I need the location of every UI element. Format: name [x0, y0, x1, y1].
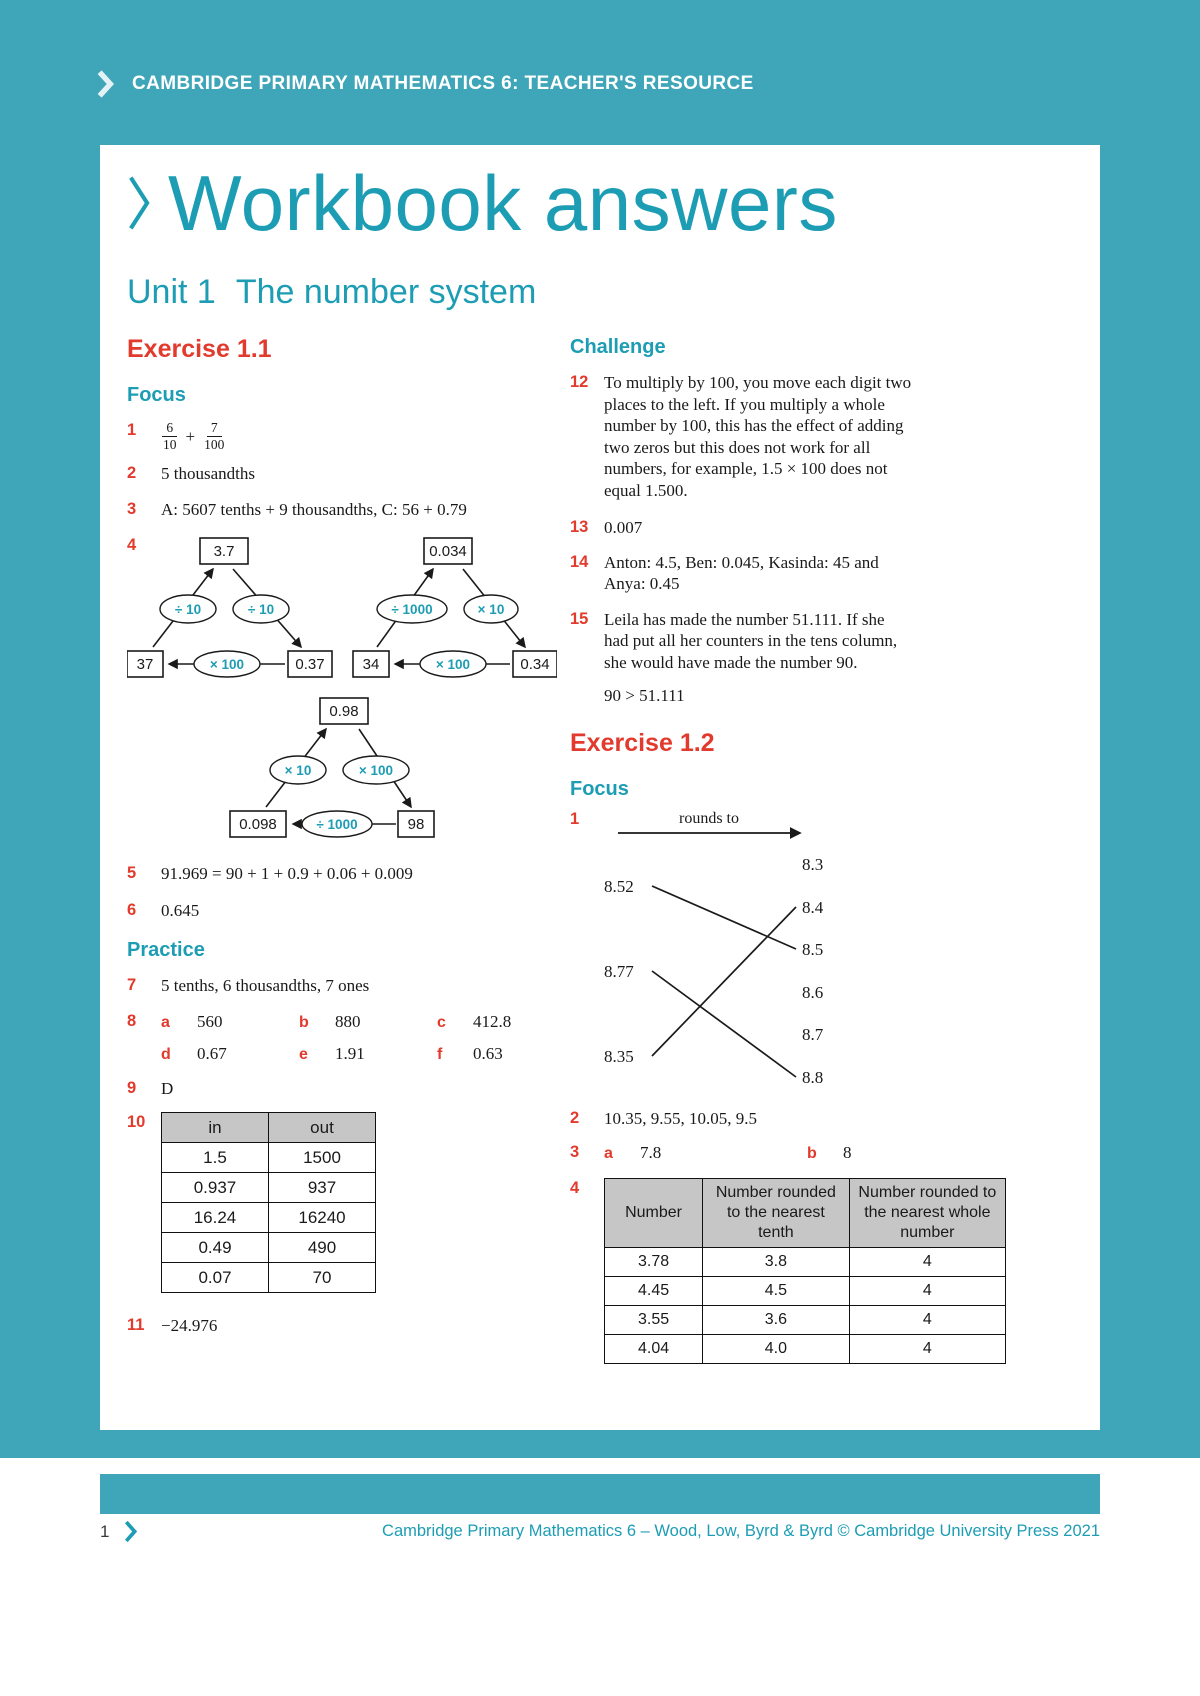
table-cell: 1500: [269, 1143, 376, 1173]
match-line: [652, 886, 796, 949]
box-value: 3.7: [213, 543, 235, 561]
plus-operator: +: [185, 426, 196, 446]
operation-label: × 10: [284, 763, 312, 779]
place-value-machine-diagram: [127, 533, 557, 849]
question-number: 7: [127, 976, 137, 995]
answer-item-15: [570, 609, 1006, 707]
lettered-answer: [807, 1142, 852, 1165]
table-cell: 1.5: [162, 1143, 269, 1173]
answer-content: 0.645: [161, 900, 200, 920]
answer-item-7: [127, 975, 563, 997]
operation-label: ÷ 10: [174, 602, 202, 618]
table-row: [162, 1233, 376, 1263]
right-value: 8.4: [802, 897, 824, 917]
chevron-right-icon: [96, 70, 114, 98]
table-row: [605, 1277, 1006, 1306]
lettered-answer: [437, 1043, 563, 1066]
table-cell: 4: [849, 1335, 1005, 1364]
table-cell: 4: [849, 1277, 1005, 1306]
operation-label: × 100: [209, 657, 245, 673]
answer-content: A: 5607 tenths + 9 thousandths, C: 56 + 0.79: [161, 499, 467, 519]
page-footer: [100, 1520, 1100, 1543]
table-row: [162, 1203, 376, 1233]
answer-item-11: [127, 1315, 563, 1337]
question-number: 6: [127, 900, 137, 919]
answer-item-12: [570, 372, 1006, 501]
box-value: 0.034: [429, 543, 467, 561]
table-cell: 3.78: [605, 1248, 703, 1277]
footer-chevron-icon: [123, 1520, 138, 1543]
part-letter: c: [437, 1013, 446, 1031]
answer-content: 0.007: [604, 518, 643, 537]
answer-content: [604, 809, 1006, 1097]
table-header-cell: out: [269, 1113, 376, 1143]
part-letter: d: [161, 1046, 171, 1064]
table-cell: 3.6: [703, 1306, 850, 1335]
unit-label: Unit 1: [127, 273, 216, 311]
focus-heading: Focus: [127, 384, 186, 406]
left-value: 8.77: [604, 961, 634, 981]
question-number: 10: [127, 1113, 146, 1132]
answer-content: [161, 1112, 563, 1293]
question-number: 3: [570, 1142, 580, 1161]
part-value: 0.63: [473, 1044, 503, 1064]
table-header-row: [162, 1113, 376, 1143]
operation-label: × 10: [477, 602, 505, 618]
fraction: [202, 420, 226, 453]
denominator: 10: [163, 437, 177, 453]
answer-content: [161, 420, 563, 453]
table-cell: 4.0: [703, 1335, 850, 1364]
challenge-heading: Challenge: [570, 336, 666, 358]
operation-label: × 100: [435, 657, 471, 673]
answer-item-13: [570, 517, 1006, 539]
resource-title: CAMBRIDGE PRIMARY MATHEMATICS 6: TEACHER'S RESOURCE: [132, 73, 754, 94]
part-letter: b: [299, 1013, 309, 1031]
exercise-1-1-heading: Exercise 1.1: [127, 335, 272, 363]
part-letter: a: [161, 1013, 170, 1031]
answer-content: 5 tenths, 6 thousandths, 7 ones: [161, 976, 370, 996]
operation-label: × 100: [358, 763, 394, 779]
part-value: 560: [197, 1011, 223, 1031]
unit-name: The number system: [235, 273, 537, 311]
operation-label: ÷ 1000: [316, 817, 358, 833]
table-cell: 937: [269, 1173, 376, 1203]
answer-content: 91.969 = 90 + 1 + 0.9 + 0.06 + 0.009: [161, 864, 413, 884]
table-row: [162, 1263, 376, 1293]
table-row: [162, 1143, 376, 1173]
part-value: 7.8: [640, 1142, 662, 1162]
answer-item-ex2-3: [570, 1142, 1006, 1165]
answer-inequality: 90 > 51.111: [604, 686, 685, 705]
table-row: [605, 1306, 1006, 1335]
rounding-match-diagram: [604, 809, 866, 1091]
right-column: [570, 335, 1006, 1378]
operation-label: ÷ 10: [247, 602, 275, 618]
title-chevron-icon: [126, 174, 152, 232]
box-value: 98: [407, 816, 425, 834]
answer-item-5: [127, 863, 563, 885]
right-value: 8.5: [802, 939, 824, 959]
table-cell: 0.49: [162, 1233, 269, 1263]
table-cell: 4: [849, 1248, 1005, 1277]
unit-title: [127, 273, 536, 312]
left-value: 8.35: [604, 1046, 634, 1066]
answer-item-1: [127, 420, 563, 453]
part-letter: f: [437, 1046, 443, 1064]
question-number: 3: [127, 499, 137, 518]
box-value: 34: [362, 656, 380, 674]
lettered-answer: [437, 1011, 563, 1034]
question-number: 8: [127, 1011, 137, 1030]
fraction: [161, 420, 179, 453]
answer-item-ex2-1: [570, 809, 1006, 1097]
lettered-answer: [299, 1043, 437, 1066]
practice-heading: Practice: [127, 939, 205, 962]
part-value: 8: [843, 1142, 852, 1162]
lettered-answer: [299, 1011, 437, 1034]
focus-heading-2: Focus: [570, 777, 629, 800]
box-value: 0.98: [329, 703, 359, 721]
in-out-table: [161, 1112, 376, 1293]
answer-item-2: [127, 463, 563, 485]
table-cell: 3.55: [605, 1306, 703, 1335]
question-number: 13: [570, 518, 589, 536]
left-column: [127, 335, 563, 1351]
part-value: 0.67: [197, 1044, 227, 1064]
question-number: 4: [127, 536, 137, 555]
page-number: 1: [100, 1521, 110, 1541]
lettered-answer: [161, 1011, 299, 1034]
question-number: 9: [127, 1078, 137, 1097]
numerator: 6: [162, 420, 177, 437]
part-value: 880: [335, 1011, 361, 1031]
question-number: 4: [570, 1179, 580, 1197]
table-row: [162, 1173, 376, 1203]
table-header-cell: Number rounded to the nearest tenth: [703, 1179, 850, 1248]
lettered-answer: [161, 1043, 299, 1066]
answer-content: 10.35, 9.55, 10.05, 9.5: [604, 1109, 757, 1128]
table-cell: 70: [269, 1263, 376, 1293]
answer-item-3: [127, 499, 563, 521]
answer-item-4: [127, 533, 563, 849]
question-number: 2: [570, 1109, 580, 1127]
answer-content: 5 thousandths: [161, 464, 255, 484]
numerator: 7: [207, 420, 222, 437]
answer-content: [604, 1142, 1006, 1165]
answer-item-ex2-2: [570, 1108, 1006, 1130]
right-value: 8.8: [802, 1067, 824, 1087]
part-letter: a: [604, 1144, 613, 1162]
question-number: 15: [570, 609, 589, 628]
top-header: [96, 70, 754, 98]
question-number: 12: [570, 373, 589, 391]
part-letter: b: [807, 1144, 817, 1162]
table-cell: 0.937: [162, 1173, 269, 1203]
question-number: 2: [127, 464, 137, 483]
answer-content: [161, 1011, 563, 1066]
table-row: [605, 1248, 1006, 1277]
table-cell: 0.07: [162, 1263, 269, 1293]
right-value: 8.7: [802, 1024, 824, 1044]
question-number: 11: [127, 1316, 145, 1335]
answer-item-10: [127, 1112, 563, 1293]
box-value: 37: [136, 656, 154, 674]
part-value: 1.91: [335, 1044, 365, 1064]
table-header-cell: Number rounded to the nearest whole number: [849, 1179, 1005, 1248]
answer-content: [604, 1178, 1006, 1364]
answer-item-8: [127, 1011, 563, 1066]
answer-paragraph: Leila has made the number 51.111. If she had put all her counters in the tens column, she would have made the number 90.: [604, 609, 898, 672]
table-cell: 4: [849, 1306, 1005, 1335]
answer-content: [604, 609, 912, 707]
answer-content: Anton: 4.5, Ben: 0.045, Kasinda: 45 and Anya: 0.45: [604, 552, 879, 593]
page-title: [126, 159, 838, 247]
copyright-text: Cambridge Primary Mathematics 6 – Wood, Low, Byrd & Byrd © Cambridge University Press 2021: [382, 1522, 1100, 1540]
denominator: 100: [204, 437, 225, 453]
rounding-table: [604, 1178, 1006, 1364]
answer-item-14: [570, 552, 1006, 595]
lettered-answer: [604, 1142, 807, 1165]
answer-content: To multiply by 100, you move each digit two places to the left. If you multiply a whole number by 100, this has the effect of adding two zeros but this does not work for all numbers, for example, 1.5 × 100 does not equal 1.500.: [604, 373, 912, 500]
table-header-cell: Number: [605, 1179, 703, 1248]
table-cell: 4.04: [605, 1335, 703, 1364]
content-card: [100, 145, 1100, 1430]
box-value: 0.37: [295, 656, 325, 674]
right-value: 8.3: [802, 854, 824, 874]
rounds-to-label: rounds to: [679, 809, 739, 827]
answer-item-9: [127, 1078, 563, 1100]
question-number: 5: [127, 864, 137, 883]
part-value: 412.8: [473, 1011, 512, 1031]
box-value: 0.098: [239, 816, 277, 834]
footer-teal-band: [100, 1474, 1100, 1514]
part-letter: e: [299, 1046, 308, 1064]
table-cell: 4.45: [605, 1277, 703, 1306]
answer-content: −24.976: [161, 1316, 218, 1336]
match-line: [652, 971, 796, 1077]
table-row: [605, 1335, 1006, 1364]
operation-label: ÷ 1000: [391, 602, 433, 618]
answer-item-6: [127, 900, 563, 922]
answer-content: D: [161, 1078, 174, 1098]
question-number: 1: [127, 421, 137, 439]
box-value: 0.34: [520, 656, 550, 674]
table-cell: 4.5: [703, 1277, 850, 1306]
table-header-row: [605, 1179, 1006, 1248]
right-value: 8.6: [802, 982, 824, 1002]
page-title-text: Workbook answers: [168, 159, 838, 247]
exercise-1-2-heading: Exercise 1.2: [570, 728, 715, 757]
answer-item-ex2-4: [570, 1178, 1006, 1364]
table-cell: 16240: [269, 1203, 376, 1233]
match-line: [652, 907, 796, 1056]
table-header-cell: in: [162, 1113, 269, 1143]
table-cell: 16.24: [162, 1203, 269, 1233]
question-number: 1: [570, 809, 580, 828]
table-cell: 490: [269, 1233, 376, 1263]
question-number: 14: [570, 552, 589, 571]
table-cell: 3.8: [703, 1248, 850, 1277]
left-value: 8.52: [604, 876, 634, 896]
